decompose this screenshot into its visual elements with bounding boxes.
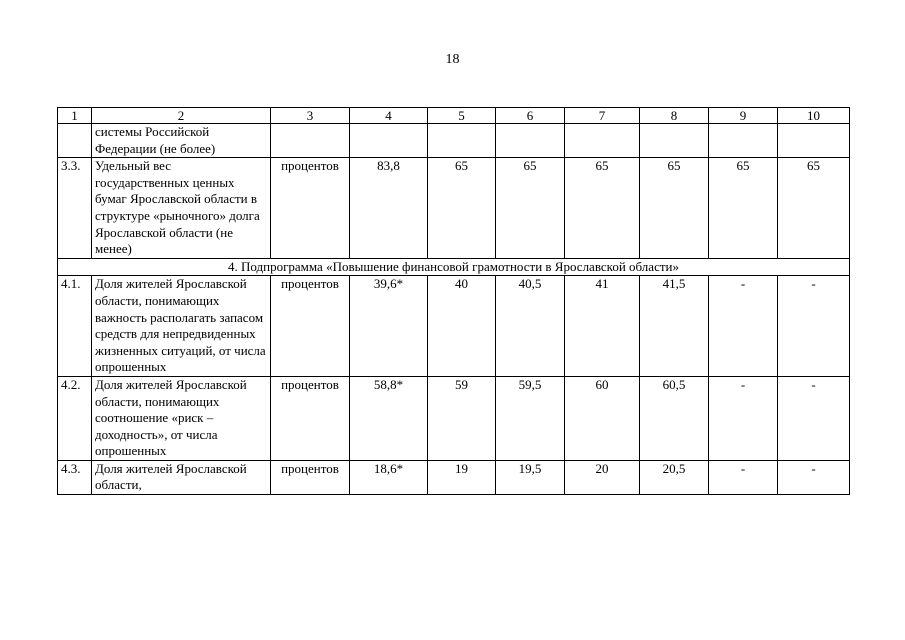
indicator-name-cell: системы Российской Федерации (не более)	[92, 124, 271, 158]
table-row	[58, 158, 850, 259]
table-row	[58, 376, 850, 460]
value-cell: 58,8*	[350, 376, 428, 460]
column-header: 3	[271, 108, 350, 124]
column-number-row	[58, 108, 850, 124]
value-cell: 65	[428, 158, 496, 259]
value-cell: -	[778, 376, 850, 460]
value-cell	[640, 124, 709, 158]
value-cell: -	[709, 460, 778, 494]
column-header: 4	[350, 108, 428, 124]
value-cell: 20	[565, 460, 640, 494]
value-cell	[428, 124, 496, 158]
unit-cell: процентов	[271, 460, 350, 494]
row-number-cell: 4.3.	[58, 460, 92, 494]
value-cell: 65	[640, 158, 709, 259]
indicator-name-cell: Удельный вес государственных ценных бумаг Ярославской области в структуре «рыночного» долга Ярославской области (не менее)	[92, 158, 271, 259]
value-cell: -	[778, 460, 850, 494]
unit-cell: процентов	[271, 276, 350, 377]
unit-cell: процентов	[271, 158, 350, 259]
value-cell: 65	[496, 158, 565, 259]
value-cell: 41,5	[640, 276, 709, 377]
subprogram-header-row	[58, 258, 850, 276]
page-number: 18	[445, 52, 460, 67]
value-cell	[709, 124, 778, 158]
value-cell: 65	[565, 158, 640, 259]
column-header: 9	[709, 108, 778, 124]
value-cell: 39,6*	[350, 276, 428, 377]
value-cell: 40,5	[496, 276, 565, 377]
value-cell: 83,8	[350, 158, 428, 259]
column-header: 2	[92, 108, 271, 124]
value-cell: 40	[428, 276, 496, 377]
indicator-name-cell: Доля жителей Ярославской области, понимающих соотношение «риск – доходность», от числа опрошенных	[92, 376, 271, 460]
value-cell: -	[709, 376, 778, 460]
column-header: 6	[496, 108, 565, 124]
unit-cell: процентов	[271, 376, 350, 460]
value-cell: 19,5	[496, 460, 565, 494]
unit-cell	[271, 124, 350, 158]
value-cell: 60	[565, 376, 640, 460]
value-cell: 59,5	[496, 376, 565, 460]
value-cell	[565, 124, 640, 158]
column-header: 10	[778, 108, 850, 124]
value-cell: 19	[428, 460, 496, 494]
indicator-name-cell: Доля жителей Ярославской области, понимающих важность располагать запасом средств для непредвиденных жизненных ситуаций, от числа опрошенных	[92, 276, 271, 377]
column-header: 7	[565, 108, 640, 124]
table-row	[58, 276, 850, 377]
row-number-cell	[58, 124, 92, 158]
indicator-name-cell: Доля жителей Ярославской области,	[92, 460, 271, 494]
value-cell: 18,6*	[350, 460, 428, 494]
value-cell: 65	[709, 158, 778, 259]
value-cell: -	[709, 276, 778, 377]
column-header: 8	[640, 108, 709, 124]
value-cell: 65	[778, 158, 850, 259]
value-cell	[350, 124, 428, 158]
value-cell: 59	[428, 376, 496, 460]
value-cell: 41	[565, 276, 640, 377]
table-row	[58, 124, 850, 158]
value-cell: -	[778, 276, 850, 377]
row-number-cell: 4.1.	[58, 276, 92, 377]
value-cell: 60,5	[640, 376, 709, 460]
row-number-cell: 3.3.	[58, 158, 92, 259]
indicators-table	[57, 107, 850, 495]
value-cell: 20,5	[640, 460, 709, 494]
column-header: 1	[58, 108, 92, 124]
column-header: 5	[428, 108, 496, 124]
value-cell	[496, 124, 565, 158]
value-cell	[778, 124, 850, 158]
row-number-cell: 4.2.	[58, 376, 92, 460]
table-row	[58, 460, 850, 494]
subprogram-title: 4. Подпрограмма «Повышение финансовой грамотности в Ярославской области»	[58, 258, 850, 276]
